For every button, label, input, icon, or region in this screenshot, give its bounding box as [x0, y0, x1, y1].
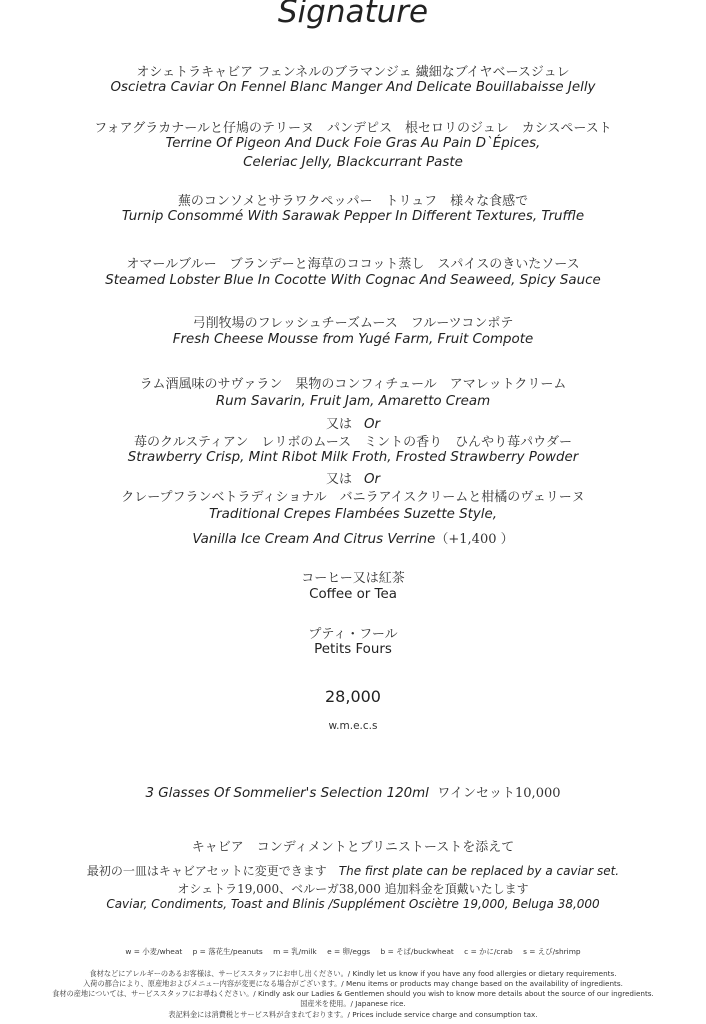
- footnote-availability: 入荷の都合により、原産地およびメニュー内容が変更になる場合がございます。/ Menu items or products may change based on the availability of ingredients.: [83, 979, 623, 988]
- caviar-line-1: [0, 862, 706, 879]
- course-3-en: Turnip Consommé With Sarawak Pepper In Different Textures, Truffle: [121, 209, 585, 224]
- wine-set: [0, 782, 706, 801]
- course-2-en-2: Celeriac Jelly, Blackcurrant Paste: [243, 155, 463, 170]
- course-2-jp: フォアグラカナールと仔鳩のテリーヌ パンデピス 根セロリのジュレ カシスペースト: [94, 121, 612, 136]
- course-3-jp: 蕪のコンソメとサラワクペッパー トリュフ 様々な食感で: [177, 194, 529, 209]
- or-en: Or: [363, 417, 381, 432]
- course-5-en: Fresh Cheese Mousse from Yugé Farm, Fruit Compote: [172, 332, 534, 347]
- dessert-3-en-1: Traditional Crepes Flambées Suzette Style,: [209, 507, 497, 522]
- allergen-milk: m = 乳/milk: [273, 947, 317, 956]
- coffee-jp: コーヒー又は紅茶: [301, 571, 405, 586]
- footnote-prices: 表記料金には消費税とサービス料が含まれております。/ Prices include service charge and consumption tax.: [168, 1010, 538, 1019]
- dessert-1-jp: ラム酒風味のサヴァラン 果物のコンフィチュール アマレットクリーム: [139, 377, 567, 392]
- allergen-legend: [0, 946, 706, 957]
- caviar-title: キャビア コンディメントとブリニストーストを添えて: [191, 840, 515, 855]
- course-4-jp: オマールブルー ブランデーと海草のココット蒸し スパイスのきいたソース: [126, 257, 580, 272]
- or-jp: 又は: [325, 472, 352, 487]
- course-2-en-1: Terrine Of Pigeon And Duck Foie Gras Au Pain D`Épices,: [165, 136, 541, 151]
- dessert-3-supplement: （+1,400 ）: [435, 532, 514, 547]
- or-en: Or: [363, 472, 381, 487]
- footnote-rice: 国産米を使用。/ Japanese rice.: [300, 999, 406, 1008]
- dessert-3-en-2: [0, 528, 706, 547]
- caviar-line-2: オシェトラ19,000、ベルーガ38,000 追加料金を頂戴いたします: [177, 882, 529, 896]
- dessert-3-en-2-text: Vanilla Ice Cream And Citrus Verrine: [192, 532, 436, 547]
- menu-price: 28,000: [325, 687, 381, 706]
- allergen-code: w.m.e.c.s: [328, 720, 378, 732]
- coffee-en: Coffee or Tea: [309, 587, 397, 602]
- dessert-2-en: Strawberry Crisp, Mint Ribot Milk Froth, Frosted Strawberry Powder: [127, 450, 579, 465]
- dessert-1-en: Rum Savarin, Fruit Jam, Amaretto Cream: [215, 394, 491, 409]
- allergen-crab: c = かに/crab: [464, 947, 513, 956]
- course-1-en: Oscietra Caviar On Fennel Blanc Manger And Delicate Bouillabaisse Jelly: [110, 80, 596, 95]
- caviar-line-3: Caviar, Condiments, Toast and Blinis /Supplément Osciètre 19,000, Beluga 38,000: [106, 897, 600, 911]
- wine-en: 3 Glasses Of Sommelier's Selection 120ml: [145, 786, 429, 801]
- course-5-jp: 弓削牧場のフレッシュチーズムース フルーツコンポテ: [192, 316, 514, 331]
- menu-title: Signature: [277, 0, 429, 30]
- footnote-source: 食材の産地については、サービススタッフにお尋ねください。/ Kindly ask our Ladies & Gentlemen should you wish to know more details about the source of our ingredients.: [52, 989, 654, 998]
- dessert-2-jp: 苺のクルスティアン レリボのムース ミントの香り ひんやり苺パウダー: [134, 435, 572, 450]
- allergen-peanuts: p = 落花生/peanuts: [192, 947, 263, 956]
- dessert-or-2: [0, 468, 706, 487]
- allergen-wheat: w = 小麦/wheat: [125, 947, 183, 956]
- wine-jp: ワインセット10,000: [437, 786, 561, 801]
- allergen-buckwheat: b = そば/buckwheat: [380, 947, 454, 956]
- caviar-line-1-en: The first plate can be replaced by a caviar set.: [338, 864, 620, 878]
- allergen-eggs: e = 卵/eggs: [327, 947, 371, 956]
- course-1-jp: オシェトラキャビア フェンネルのブラマンジェ 繊細なブイヤベースジュレ: [136, 65, 570, 80]
- or-jp: 又は: [325, 417, 352, 432]
- allergen-shrimp: s = えび/shrimp: [523, 947, 581, 956]
- footnote-allergy: 食材などにアレルギーのあるお客様は、サービススタッフにお申し出ください。/ Kindly let us know if you have any food allergies or dietary requirements.: [89, 969, 617, 978]
- dessert-or-1: [0, 413, 706, 432]
- course-4-en: Steamed Lobster Blue In Cocotte With Cognac And Seaweed, Spicy Sauce: [105, 273, 601, 288]
- caviar-line-1-jp: 最初の一皿はキャビアセットに変更できます: [86, 864, 327, 878]
- dessert-3-jp: クレープフランベトラディショナル バニラアイスクリームと柑橘のヴェリーヌ: [121, 490, 585, 505]
- petits-jp: プティ・フール: [308, 627, 398, 642]
- petits-en: Petits Fours: [314, 642, 392, 657]
